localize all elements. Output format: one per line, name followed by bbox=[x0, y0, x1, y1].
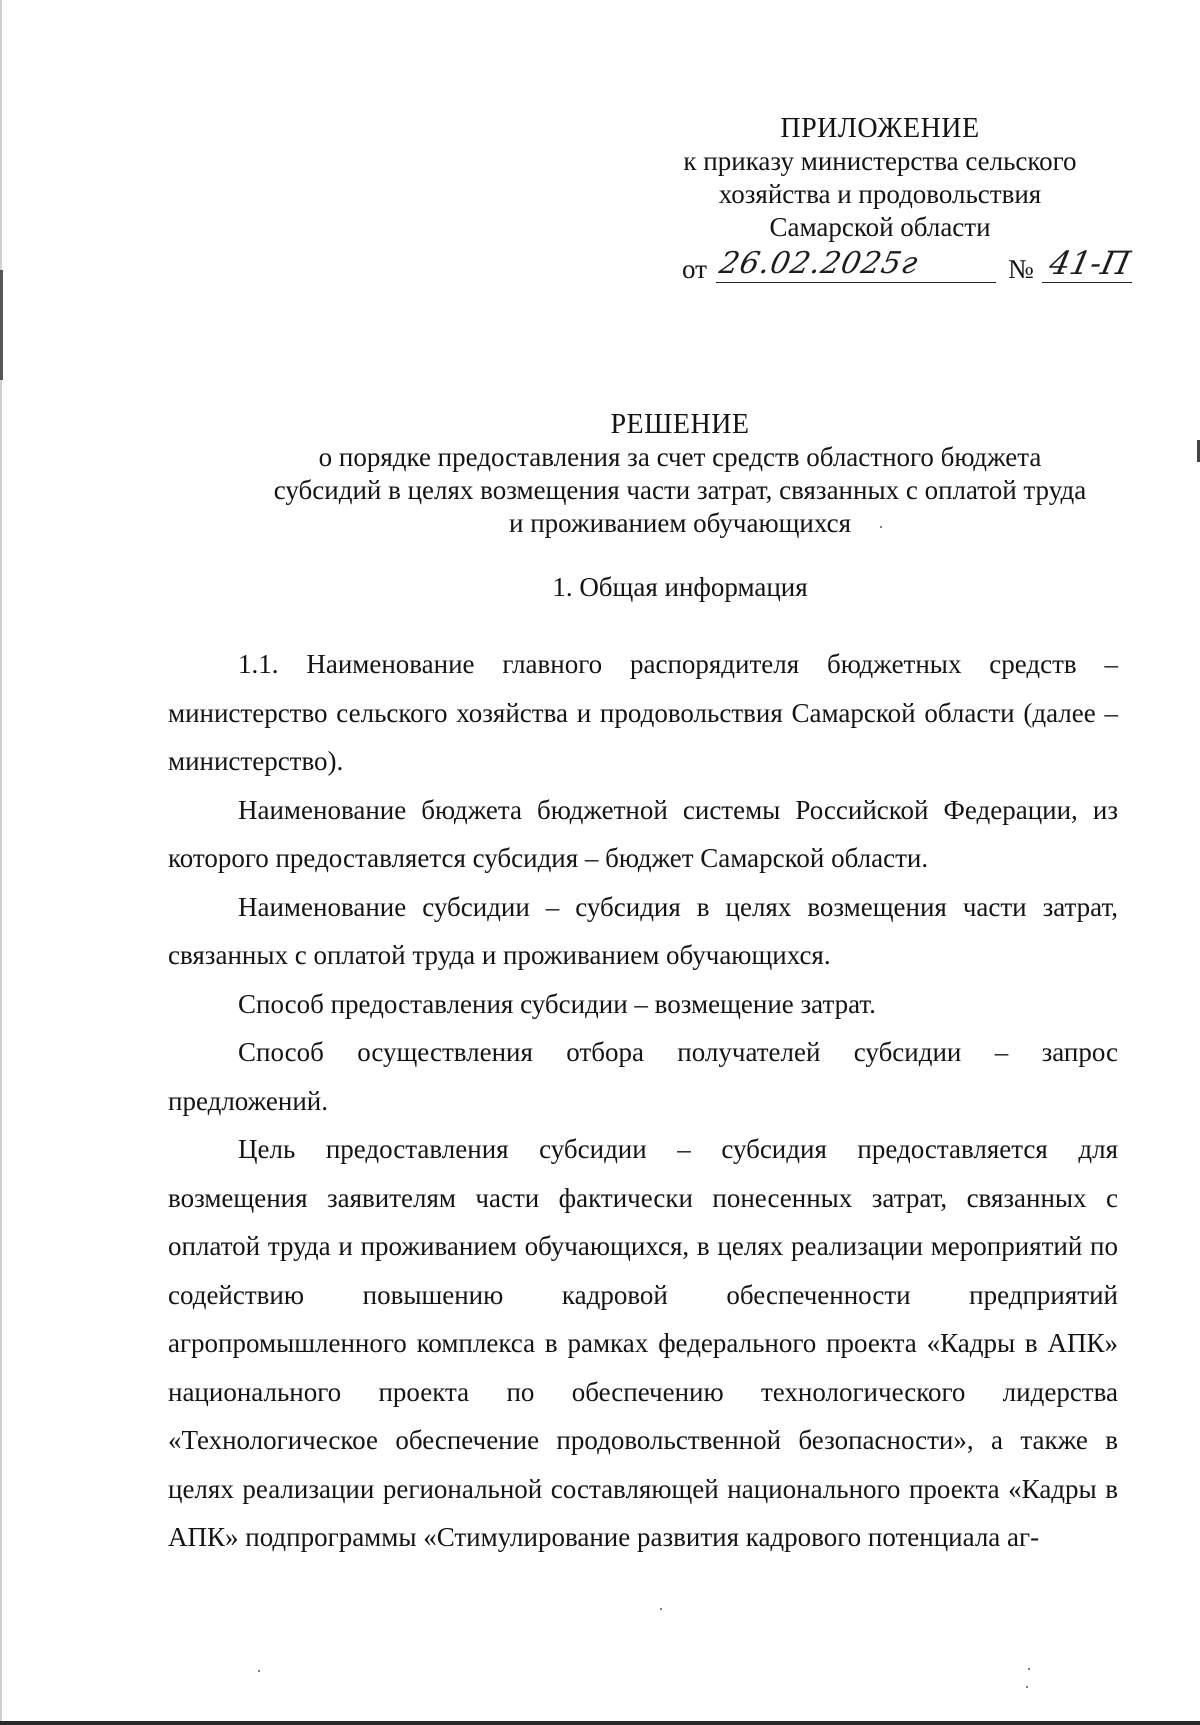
scan-edge-mark bbox=[0, 270, 3, 380]
handwritten-number: 41-П bbox=[1045, 244, 1134, 282]
scan-speck bbox=[258, 1670, 260, 1672]
paragraph-text: Способ осуществления отбора получателей субсидии – запрос предложений. bbox=[168, 1037, 1118, 1116]
appendix-line: Самарской области bbox=[769, 212, 991, 242]
decision-heading: РЕШЕНИЕ bbox=[610, 409, 750, 440]
decision-subtitle-line: и проживанием обучающихся bbox=[509, 508, 851, 538]
document-body bbox=[168, 640, 1118, 1562]
paragraph-text: Наименование субсидии – субсидия в целях возмещения части затрат, связанных с оплатой труда и проживанием обучающихся. bbox=[168, 891, 1118, 970]
paragraph bbox=[168, 883, 1118, 980]
paragraph-text: Способ предоставления субсидии – возмещение затрат. bbox=[238, 988, 876, 1019]
decision-subtitle-line: о порядке предоставления за счет средств областного бюджета bbox=[318, 442, 1042, 472]
paragraph-text: Цель предоставления субсидии – субсидия предоставляется для возмещения заявителям части фактически понесенных затрат, связанных с оплатой труда и проживанием обучающихся, в целях реализации мероприятий по содействию повышению кадровой обеспеченности предприятий агропромышленного комплекса в рамках федерального проекта «Кадры в АПК» национального проекта по обеспечению технологического лидерства «Технологическое обеспечение продовольственной безопасности», а также в целях реализации региональной составляющей национального проекта «Кадры в АПК» подпрограммы «Стимулирование развития кадрового потенциала аг- bbox=[168, 1134, 1118, 1552]
decision-subtitle-line: субсидий в целях возмещения части затрат, связанных с оплатой труда bbox=[273, 475, 1087, 505]
date-underline bbox=[716, 282, 996, 283]
date-label: от bbox=[682, 254, 707, 284]
order-reference bbox=[682, 244, 1142, 288]
scan-speck bbox=[1026, 1686, 1028, 1688]
decision-header bbox=[225, 408, 1135, 540]
paragraph bbox=[168, 980, 1118, 1029]
paragraph bbox=[168, 1125, 1118, 1562]
paragraph bbox=[168, 1028, 1118, 1125]
appendix-line: хозяйства и продовольствия bbox=[718, 179, 1042, 209]
appendix-line: к приказу министерства сельского bbox=[683, 146, 1077, 176]
number-label: № bbox=[1008, 254, 1034, 284]
paragraph-text: Наименование бюджета бюджетной системы Российской Федерации, из которого предоставляется субсидия – бюджет Самарской области. bbox=[168, 794, 1118, 873]
paragraph bbox=[168, 640, 1118, 786]
number-underline bbox=[1042, 282, 1132, 283]
appendix-block bbox=[640, 112, 1200, 244]
scan-speck bbox=[1028, 1668, 1030, 1670]
handwritten-date: 26.02.2025г bbox=[716, 246, 922, 281]
scan-edge-bottom bbox=[0, 1721, 1200, 1725]
paragraph-text: 1.1. Наименование главного распорядителя бюджетных средств – министерство сельского хозяйства и продовольствия Самарской области (далее – министерство). bbox=[168, 649, 1118, 776]
appendix-title: ПРИЛОЖЕНИЕ bbox=[780, 113, 980, 144]
scan-edge-left bbox=[0, 0, 2, 1725]
section-title: 1. Общая информация bbox=[552, 572, 808, 602]
paragraph bbox=[168, 786, 1118, 883]
scan-speck bbox=[660, 1608, 662, 1610]
